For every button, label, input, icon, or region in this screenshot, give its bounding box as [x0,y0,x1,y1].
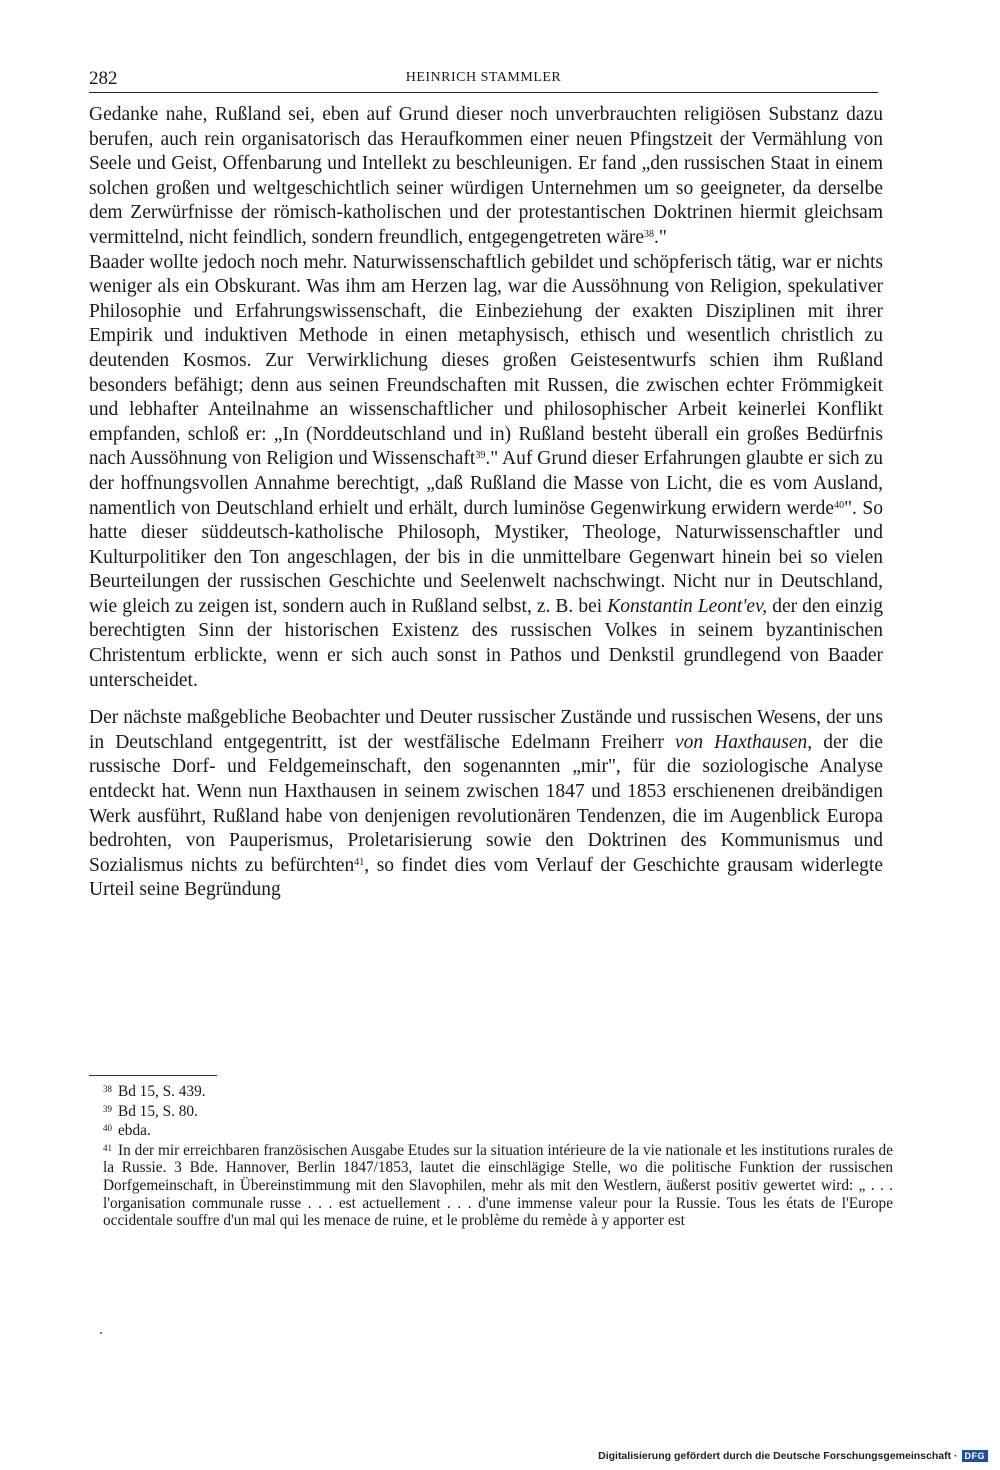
footnote-ref-41: 41 [354,856,365,868]
text-run: der die russische Dorf- und Feldgemeinschaft, den sogenannten „mir", für die soziologische Analyse entdeckt hat. Wenn nun Haxthausen in seinem zwischen 1847 und 1853 erschienenen dreibändigen Werk ausführt, Rußland habe von denjenigen revolutionären Tendenzen, die im Augenblick Europa bedrohten, von Pauperismus, Proletarisierung sowie den Doktrinen des Kommunismus und Sozialismus nichts zu befürchten [89,731,883,876]
footnote-text: Bd 15, S. 439. [118,1083,206,1100]
text-run: Baader wollte jedoch noch mehr. Naturwissenschaftlich gebildet und schöpferisch tätig, war er nichts weniger als ein Obskurant. Was ihm am Herzen lag, war die Aussöhnung von Religion, spekulativer Philosophie und Erfahrungswissenschaft, die Einbeziehung der exakten Disziplinen mit ihrer Empirik und induktiven Methode in einen metaphysisch, ethisch und wesentlich christlich zu deutenden Kosmos. Zur Verwirklichung dieses großen Geistesentwurfs schien ihm Rußland besonders befähigt; denn aus seinen Freundschaften mit Russen, die zwischen echter Frömmigkeit und lebhafter Anteilnahme an wissenschaftlicher und philosophischer Arbeit keinerlei Konflikt empfanden, schloß er: „In (Norddeutschland und in) Rußland besteht überall ein großes Bedürfnis nach Aussöhnung von Religion und Wissenschaft [89,251,883,470]
scan-speck [100,1332,102,1334]
digitization-credit [598,1448,988,1464]
page-number: 282 [89,68,118,89]
footnote-number: 41 [103,1142,112,1153]
body-text [89,103,883,903]
footnote-39 [103,1101,893,1121]
paragraph-2 [89,706,883,903]
footnote-divider [89,1075,217,1076]
footnote-38 [103,1081,893,1101]
footnote-number: 40 [103,1123,112,1134]
text-run: ." [654,226,667,248]
running-head: HEINRICH STAMMLER [405,70,562,85]
person-name-leontev: Konstantin Leont'ev, [607,595,768,617]
text-run: Der nächste maßgebliche Beobachter und Deuter russischer Zustände und russischen Wesens, der uns in Deutschland entgegentritt, ist der westfälische Edelmann Freiherr [89,707,883,753]
person-name-haxthausen: von Haxthausen, [674,731,813,753]
footnotes [103,1081,893,1230]
text-run: , so findet dies vom Verlauf der Geschichte grausam widerlegte Urteil seine Begründung [89,854,883,901]
footnote-number: 39 [103,1103,112,1114]
footnote-number: 38 [103,1084,112,1094]
footnote-text: Bd 15, S. 80. [118,1102,198,1120]
footnote-40 [103,1120,893,1140]
text-run: ". So hatte dieser süddeutsch-katholische Philosoph, Mystiker, Theologe, Naturwissenschaftler und Kulturpolitiker den Ton angeschlagen, der bis in die unmittelbare Gegenwart hinein bei so vielen Beurteilungen der russischen Geschichte und Seelenwelt nachschwingt. Nicht nur in Deutschland, wie gleich zu zeigen ist, sondern auch in Rußland selbst, z. B. bei [89,497,883,617]
footnote-41 [103,1140,893,1230]
footnote-ref-40: 40 [834,499,845,511]
footnote-ref-38: 38 [644,228,654,240]
dfg-logo: DFG [962,1450,989,1462]
text-run: der den einzig berechtigten Sinn der historischen Existenz des russischen Volkes in seinem byzantinischen Christentum erblickte, wenn er sich auch sonst in Pathos und Denkstil grundlegend von Baader unterscheidet. [89,595,883,691]
page-header [89,68,878,93]
footnote-ref-39: 39 [475,450,486,462]
paragraph-1 [89,103,883,693]
text-run: ." Auf Grund dieser Erfahrungen glaubte er sich zu der hoffnungsvollen Annahme berechtigt, „daß Rußland die Masse von Licht, die es vom Ausland, namentlich von Deutschland erhielt und erhält, durch luminöse Gegenwirkung erwidern werde [89,448,883,519]
footnote-text: ebda. [118,1122,151,1140]
text-run: Gedanke nahe, Rußland sei, eben auf Grund dieser noch unverbrauchten religiösen Substanz dazu berufen, auch rein organisatorisch das Heraufkommen einer neuen Pfingstzeit der Vermählung von Seele und Geist, Offenbarung und Intellekt zu beschleunigen. Er fand „den russischen Staat in einem solchen großen und weltgeschichtlich seiner würdigen Unternehmen um so geeigneter, da derselbe dem Zerwürfnisse der römisch-katholischen und der protestantischen Doktrinen hiermit gleichsam vermittelnd, nicht feindlich, sondern freundlich, entgegengetreten wäre [89,104,883,248]
footnote-text: In der mir erreichbaren französischen Ausgabe Etudes sur la situation intérieure de la vie nationale et les institutions rurales de la Russie. 3 Bde. Hannover, Berlin 1847/1853, lautet die einschlägige Stelle, wo die politische Funktion der russischen Dorfgemeinschaft, in Übereinstimmung mit den Slavophilen, mehr als mit den Westlern, äußerst positiv gewertet wird: „ . . . l'organisation communale russe . . . est actuellement . . . d'une immense valeur pour la Russie. Tous les états de l'Europe occidentale souffre d'un mal qui les menace de ruine, et le problème du remède à y apporter est [103,1141,893,1230]
credit-text: Digitalisierung gefördert durch die Deutsche Forschungsgemeinschaft · [598,1450,958,1462]
